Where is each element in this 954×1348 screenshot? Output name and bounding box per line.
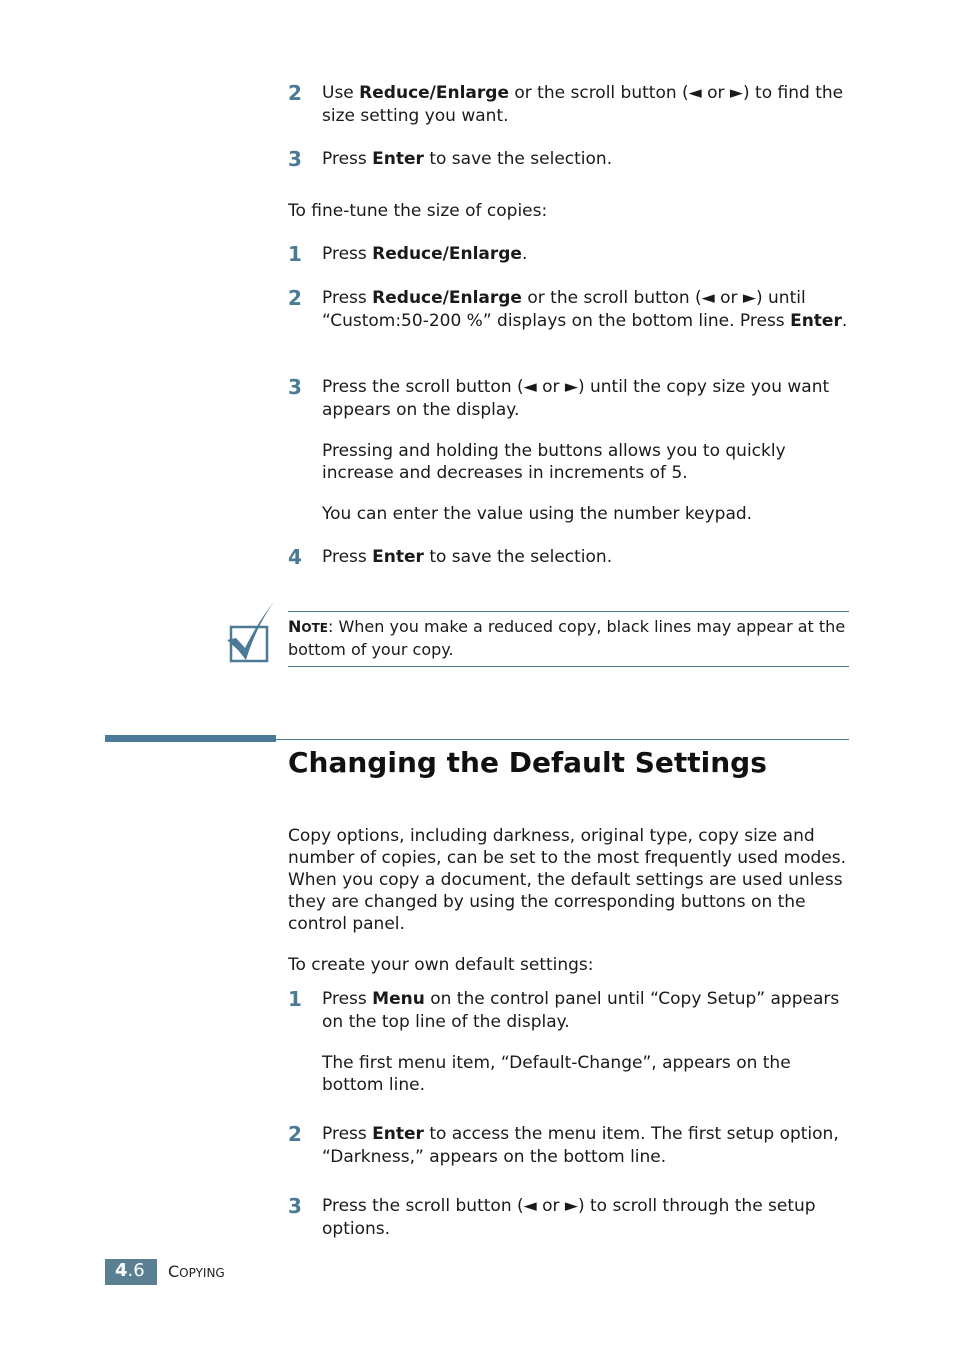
- checkmark-note-icon: [224, 600, 276, 664]
- section-intro-paragraph: Copy options, including darkness, original type, copy size and number of copies, can be set to the most frequently used modes. When you copy a document, the default settings are used unless they are changed by using the corresponding buttons on the control panel.: [288, 826, 847, 934]
- step-text-part: on the control panel until “Copy Setup” appears on the top line of the display.: [322, 989, 840, 1032]
- page-number-badge: [105, 1259, 157, 1285]
- step-text-part: Press: [322, 149, 373, 169]
- chapter-label-rest: OPYING: [179, 1266, 225, 1280]
- button-name: Enter: [372, 1124, 424, 1144]
- step-text-part: to save the selection.: [423, 547, 613, 567]
- step-text-part: to access the menu item. The first setup option, “Darkness,” appears on the bottom line.: [322, 1124, 839, 1167]
- step-text: [322, 82, 852, 128]
- step-text: [322, 148, 852, 171]
- create-intro-paragraph: To create your own default settings:: [288, 955, 594, 975]
- step-number: 3: [288, 375, 302, 399]
- step-note-paragraph: The first menu item, “Default-Change”, appears on the bottom line.: [322, 1053, 791, 1095]
- step-text-part: Press: [322, 1124, 373, 1144]
- button-name: Enter: [790, 311, 842, 331]
- button-name: Menu: [372, 989, 425, 1009]
- intro-paragraph: To fine-tune the size of copies:: [288, 201, 548, 221]
- note-text: [288, 616, 850, 660]
- step-text-part: Press: [322, 244, 373, 264]
- page-number: .6: [127, 1260, 145, 1281]
- step-number: 2: [288, 81, 302, 105]
- step-text-part: Press: [322, 288, 373, 308]
- step-text: [322, 287, 852, 333]
- button-name: Enter: [372, 149, 424, 169]
- section-title: Changing the Default Settings: [288, 746, 767, 779]
- step-note-paragraph: Pressing and holding the buttons allows you to quickly increase and decreases in increments of 5.: [322, 441, 786, 483]
- step-text-part: Press: [322, 989, 373, 1009]
- step-text-part: or the scroll button (◄ or ►) to find the size setting you want.: [322, 83, 844, 126]
- section-rule: [276, 739, 849, 740]
- step-text: Press the scroll button (◄ or ►) until the copy size you want appears on the display.: [322, 377, 830, 420]
- button-name: Reduce/Enlarge: [372, 244, 522, 264]
- step-text-part: .: [521, 244, 528, 264]
- step-text: [322, 1123, 852, 1169]
- step-text-part: Use: [322, 83, 360, 103]
- step-text: [322, 243, 852, 266]
- step-text-part: or the scroll button (◄ or ►) until “Custom:50-200 %” displays on the bottom line. Press: [322, 288, 806, 331]
- note-body: : When you make a reduced copy, black lines may appear at the bottom of your copy.: [288, 617, 846, 659]
- section-marker-bar: [105, 735, 276, 742]
- chapter-label: [168, 1262, 225, 1281]
- step-number: 4: [288, 545, 302, 569]
- note-label-initial: N: [288, 617, 302, 636]
- step-text: [322, 546, 852, 569]
- step-note-paragraph: You can enter the value using the number keypad.: [322, 504, 753, 524]
- step-number: 2: [288, 286, 302, 310]
- note-label-rest: OTE: [301, 621, 328, 635]
- step-number: 1: [288, 242, 302, 266]
- button-name: Reduce/Enlarge: [359, 83, 509, 103]
- chapter-label-initial: C: [168, 1262, 180, 1281]
- step-number: 1: [288, 987, 302, 1011]
- button-name: Enter: [372, 547, 424, 567]
- button-name: Reduce/Enlarge: [372, 288, 522, 308]
- step-text-part: .: [841, 311, 848, 331]
- chapter-number: 4: [115, 1260, 128, 1281]
- note-bottom-rule: [288, 666, 849, 667]
- step-text-part: Press: [322, 547, 373, 567]
- note-top-rule: [288, 611, 849, 612]
- step-number: 3: [288, 1194, 302, 1218]
- step-text: [322, 988, 852, 1034]
- step-text-part: to save the selection.: [423, 149, 613, 169]
- step-number: 3: [288, 147, 302, 171]
- step-text: Press the scroll button (◄ or ►) to scroll through the setup options.: [322, 1196, 816, 1239]
- step-number: 2: [288, 1122, 302, 1146]
